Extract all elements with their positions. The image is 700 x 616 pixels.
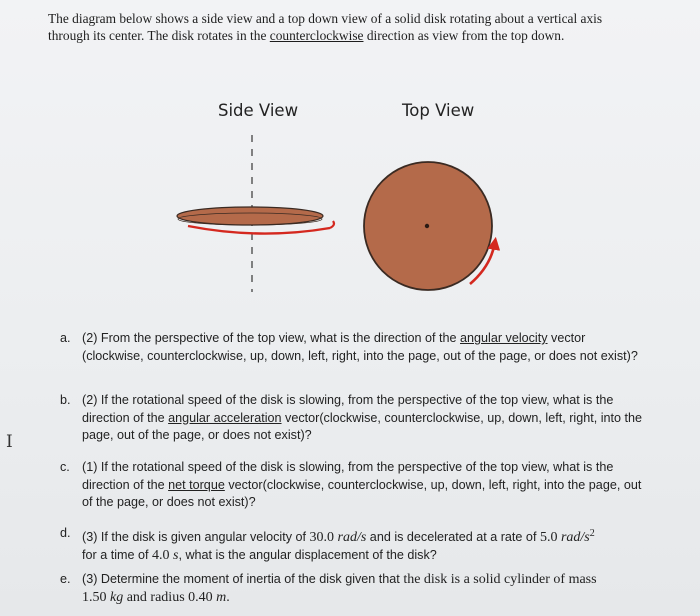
side-view-rotation-arrow	[188, 226, 330, 234]
intro-underlined: counterclockwise	[269, 28, 364, 43]
side-view-arrow-tip	[330, 221, 334, 228]
question-a-body	[82, 330, 650, 365]
question-d-alpha-exp: 2	[589, 528, 595, 539]
question-e-text-2: the disk is a solid cylinder of mass	[403, 572, 597, 587]
top-view-label: Top View	[402, 101, 475, 120]
question-e-body	[82, 571, 650, 606]
question-c-text-2: vector(clockwise, counterclockwise, up, down, left, right, into the page, out of the page, or does not exist)?	[82, 477, 642, 510]
question-e-text-1: Determine the moment of inertia of the disk given that	[97, 572, 404, 586]
question-c-body	[82, 459, 650, 512]
question-a-text-1: From the perspective of the top view, what is the direction of the	[97, 331, 461, 345]
question-b-points: (2)	[82, 393, 98, 407]
question-b-letter: b.	[60, 393, 71, 407]
intro-text-2: direction as view from the top down.	[363, 28, 565, 43]
side-view-label: Side View	[218, 101, 299, 120]
question-d-points: (3)	[82, 530, 98, 545]
question-d-text-2: and is decelerated at a rate of	[366, 530, 540, 545]
question-c-points: (1)	[82, 460, 98, 474]
question-e-letter: e.	[60, 572, 71, 586]
question-d-body	[82, 525, 650, 564]
question-b-text-1: If the rotational speed of the disk is slowing, from the perspective of the top view, what is the direction of the	[82, 393, 614, 425]
question-b-underlined: angular acceleration	[168, 410, 282, 425]
question-d-time-value: 4.0	[152, 547, 170, 563]
side-view-disk	[177, 207, 323, 225]
question-a-letter: a.	[60, 331, 71, 345]
question-a-underlined: angular velocity	[460, 331, 548, 345]
question-d-time-unit: s	[173, 547, 179, 563]
question-d-alpha-unit: rad/s	[560, 530, 590, 546]
question-e-radius-value: 0.40	[188, 589, 213, 605]
question-c-text-1: If the rotational speed of the disk is slowing, from the perspective of the top view, what is the direction of the	[82, 460, 614, 492]
question-e-text-4: .	[226, 589, 230, 605]
question-e-radius-unit: m	[216, 589, 227, 605]
question-d-alpha-value: 5.0	[539, 530, 558, 546]
question-d-text-1: If the disk is given angular velocity of	[97, 530, 310, 545]
question-c-letter: c.	[60, 460, 70, 474]
question-a-text-2: vector (clockwise, counterclockwise, up, down, left, right, into the page, out of the page, or does not exist)?	[82, 331, 638, 363]
question-c-underlined: net torque	[168, 477, 225, 492]
question-e-mass-value: 1.50	[82, 589, 107, 605]
question-e-text-3: and radius	[126, 589, 185, 605]
question-e-points: (3)	[82, 572, 98, 586]
text-cursor-icon: I	[6, 432, 13, 452]
question-d-text-4: , what is the angular displacement of the disk?	[178, 547, 437, 562]
question-d-omega-value: 30.0	[309, 530, 335, 546]
question-b-body	[82, 392, 650, 445]
top-view-center-dot	[425, 224, 429, 228]
intro-text-1: The diagram below shows a side view and a top down view of a solid disk rotating about a vertical axis through its center. The disk rotates in the	[48, 11, 603, 43]
question-a-points: (2)	[82, 331, 98, 345]
question-b-text-2: vector(clockwise, counterclockwise, up, down, left, right, into the page, out of the page, or does not exist)?	[82, 410, 643, 443]
question-d-omega-unit: rad/s	[337, 530, 367, 546]
question-e-mass-unit: kg	[110, 589, 124, 605]
question-d-text-3: for a time of	[82, 547, 152, 562]
question-d-letter: d.	[60, 526, 71, 540]
